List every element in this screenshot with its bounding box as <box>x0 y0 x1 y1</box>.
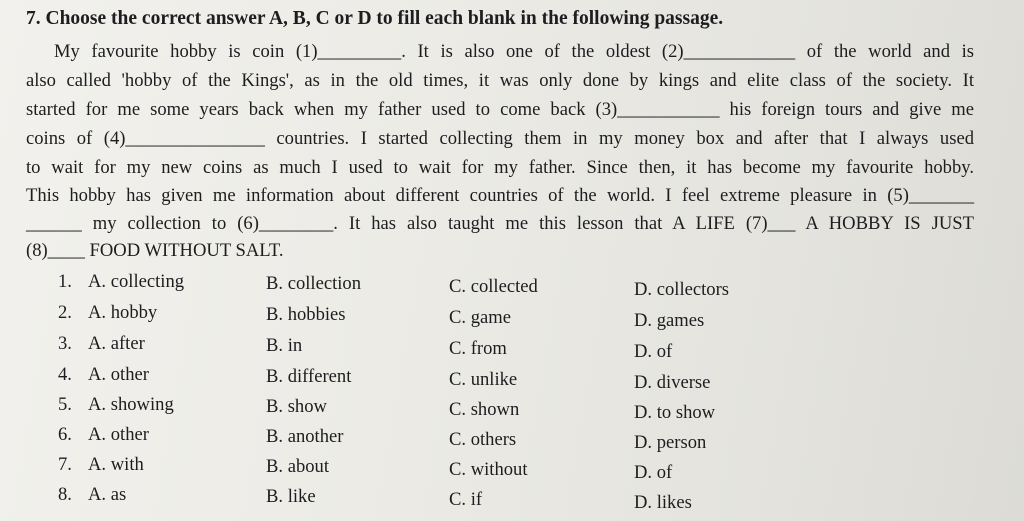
option-b: B. like <box>266 486 316 507</box>
option-d: D. person <box>634 432 707 453</box>
option-b: B. in <box>266 335 303 356</box>
option-c: C. without <box>449 459 528 480</box>
passage-line-8: (8)____ FOOD WITHOUT SALT. <box>26 240 284 261</box>
question-number: 6. <box>58 424 72 445</box>
passage-line-3: started for me some years back when my father used to come back (3)___________ his foreign tours and give me <box>26 99 974 120</box>
option-a: A. with <box>88 454 144 475</box>
option-b: B. show <box>266 396 327 417</box>
passage-line-6: This hobby has given me information about different countries of the world. I feel extreme pleasure in (5)_______ <box>26 185 974 206</box>
option-d: D. of <box>634 462 673 483</box>
option-c: C. others <box>449 429 517 450</box>
option-b: B. about <box>266 456 330 477</box>
option-b: B. hobbies <box>266 304 346 325</box>
question-number: 3. <box>58 333 72 354</box>
question-number: 4. <box>58 364 72 385</box>
passage-line-1: My favourite hobby is coin (1)_________. It is also one of the oldest (2)____________ of the world and is <box>54 41 974 62</box>
option-b: B. collection <box>266 273 362 294</box>
option-c: C. game <box>449 307 511 328</box>
exercise-title: 7. Choose the correct answer A, B, C or D to fill each blank in the following passage. <box>26 8 724 29</box>
question-number: 7. <box>58 454 72 475</box>
option-d: D. collectors <box>634 279 730 300</box>
passage-line-7: ______ my collection to (6)________. It has also taught me this lesson that A LIFE (7)___ A HOBBY IS JUST <box>26 213 974 234</box>
option-d: D. diverse <box>634 372 711 393</box>
option-a: A. as <box>88 484 127 505</box>
option-a: A. other <box>88 424 149 445</box>
option-b: B. another <box>266 426 344 447</box>
option-a: A. after <box>88 333 145 354</box>
option-d: D. likes <box>634 492 692 513</box>
option-d: D. of <box>634 341 673 362</box>
passage-line-2: also called 'hobby of the Kings', as in the old times, it was only done by kings and elite class of the society. It <box>26 70 974 91</box>
passage-line-4: coins of (4)_______________ countries. I started collecting them in my money box and after that I always used <box>26 128 974 149</box>
option-a: A. showing <box>88 394 174 415</box>
option-c: C. from <box>449 338 507 359</box>
option-d: D. games <box>634 310 705 331</box>
option-c: C. if <box>449 489 483 510</box>
option-d: D. to show <box>634 402 716 423</box>
option-b: B. different <box>266 366 352 387</box>
passage-line-5: to wait for my new coins as much I used to wait for my father. Since then, it has become my favourite hobby. <box>26 157 974 178</box>
option-c: C. unlike <box>449 369 518 390</box>
question-number: 8. <box>58 484 72 505</box>
question-number: 2. <box>58 302 72 323</box>
option-a: A. hobby <box>88 302 158 323</box>
option-c: C. collected <box>449 276 538 297</box>
question-number: 5. <box>58 394 72 415</box>
option-c: C. shown <box>449 399 520 420</box>
option-a: A. other <box>88 364 149 385</box>
option-a: A. collecting <box>88 271 185 292</box>
question-number: 1. <box>58 271 72 292</box>
